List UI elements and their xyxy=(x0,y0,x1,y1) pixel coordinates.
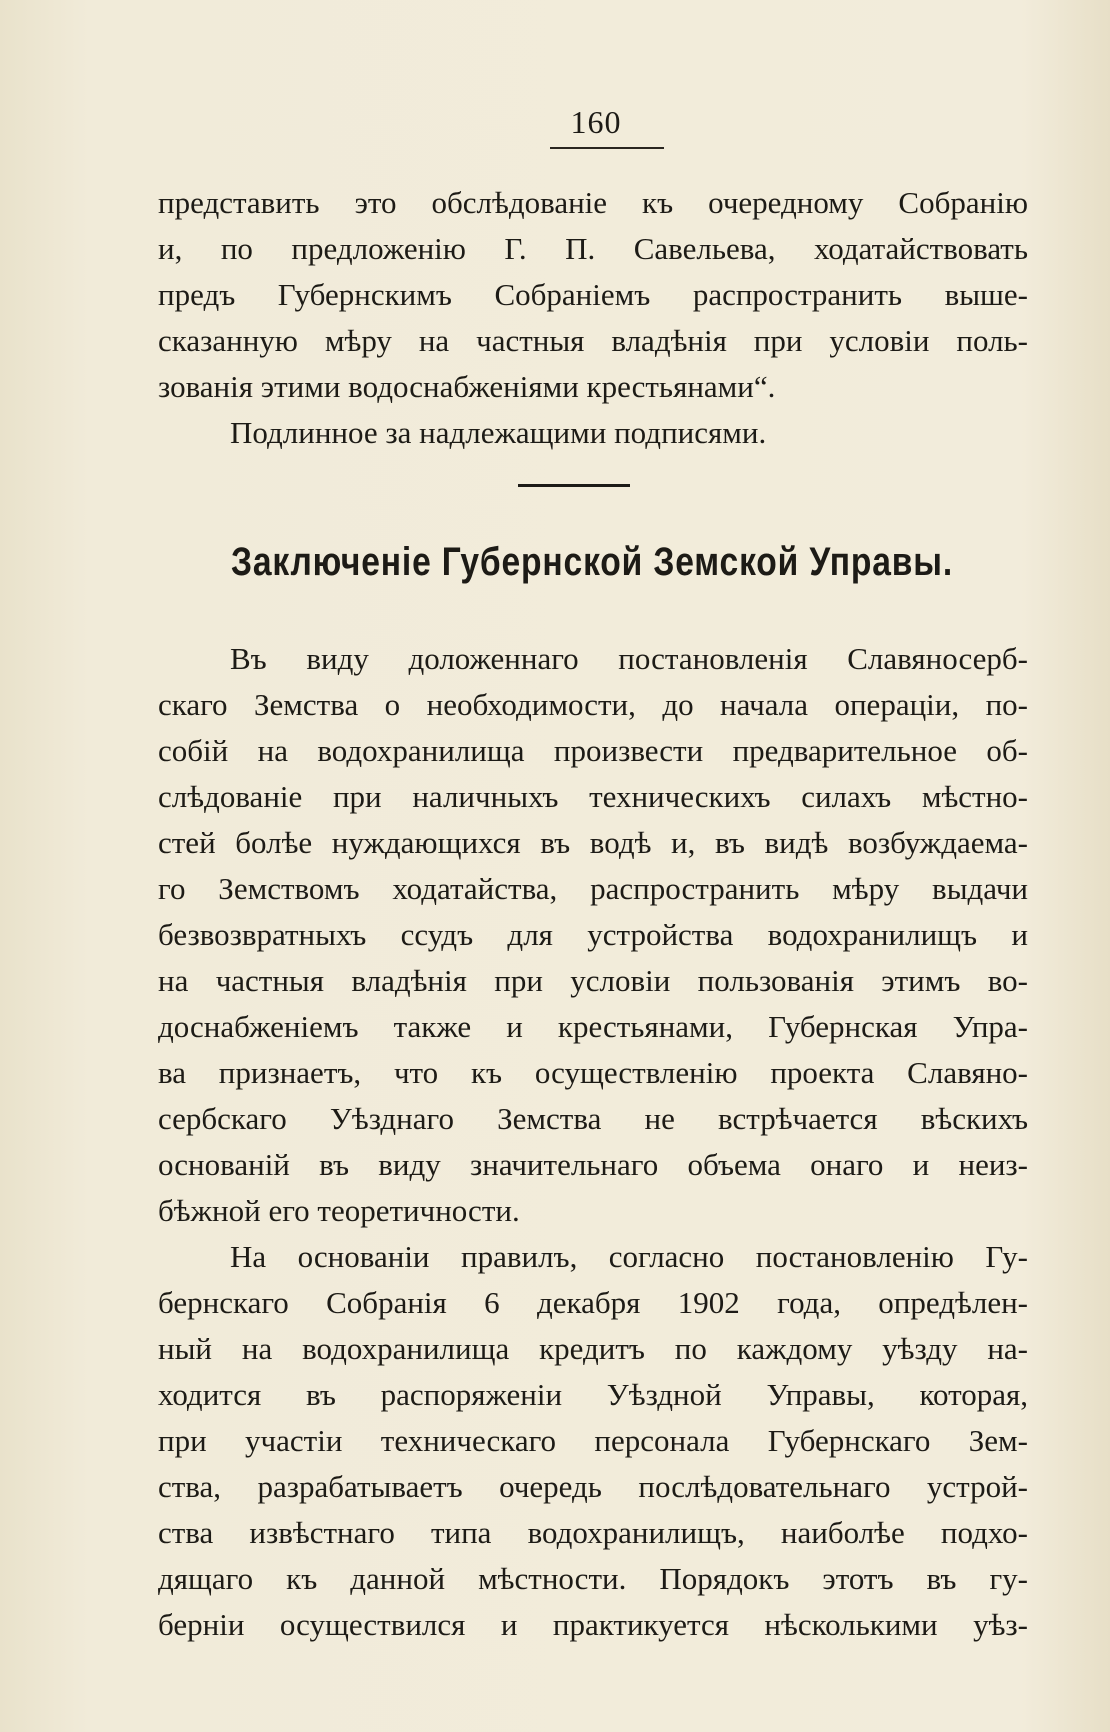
text-line: сербскаго Уѣзднаго Земства не встрѣчается вѣскихъ xyxy=(158,1101,1028,1136)
intro-paragraph xyxy=(158,180,1028,456)
text-line: основаній въ виду значительнаго объема онаго и неиз- xyxy=(158,1147,1028,1182)
text-line: ства, разрабатываетъ очередь послѣдовательнаго устрой- xyxy=(158,1469,1028,1504)
page-number-rule xyxy=(550,147,664,149)
text-line: го Земствомъ ходатайства, распространить мѣру выдачи xyxy=(158,871,1028,906)
text-line: ный на водохранилища кредитъ по каждому уѣзду на- xyxy=(158,1331,1028,1366)
text-line: берніи осуществился и практикуется нѣсколькими уѣз- xyxy=(158,1607,1028,1642)
text-line: бернскаго Собранія 6 декабря 1902 года, опредѣлен- xyxy=(158,1285,1028,1320)
text-line: На основаніи правилъ, согласно постановленію Гу- xyxy=(230,1239,1028,1274)
page-number: 160 xyxy=(570,104,622,140)
text-line: ходится въ распоряженіи Уѣздной Управы, которая, xyxy=(158,1377,1028,1412)
text-line: стей болѣе нуждающихся въ водѣ и, въ видѣ возбуждаема- xyxy=(158,825,1028,860)
text-line: на частныя владѣнія при условіи пользованія этимъ во- xyxy=(158,963,1028,998)
text-line: Въ виду доложеннаго постановленія Славяносерб- xyxy=(230,641,1028,676)
text-line: сказанную мѣру на частныя владѣнія при условіи поль- xyxy=(158,323,1028,358)
text-line: дящаго къ данной мѣстности. Порядокъ этотъ въ гу- xyxy=(158,1561,1028,1596)
text-line: предъ Губернскимъ Собраніемъ распространить выше- xyxy=(158,277,1028,312)
signature-line: Подлинное за надлежащими подписями. xyxy=(230,415,767,450)
text-line: собій на водохранилища произвести предварительное об- xyxy=(158,733,1028,768)
text-line: скаго Земства о необходимости, до начала операціи, по- xyxy=(158,687,1028,722)
section-divider xyxy=(518,484,630,487)
text-line: представить это обслѣдованіе къ очередному Собранію xyxy=(158,185,1028,220)
text-line: при участіи техническаго персонала Губернскаго Зем- xyxy=(158,1423,1028,1458)
paragraph-conclusion xyxy=(158,636,1028,1648)
text-line: ва признаетъ, что къ осуществленію проекта Славяно- xyxy=(158,1055,1028,1090)
text-line: ства извѣстнаго типа водохранилищъ, наиболѣе подхо- xyxy=(158,1515,1028,1550)
text-line: слѣдованіе при наличныхъ техническихъ силахъ мѣстно- xyxy=(158,779,1028,814)
text-line: бѣжной его теоретичности. xyxy=(158,1193,520,1228)
text-line: и, по предложенію Г. П. Савельева, ходатайствовать xyxy=(158,231,1028,266)
text-line: зованія этими водоснабженіями крестьянами“. xyxy=(158,369,776,404)
text-line: доснабженіемъ также и крестьянами, Губернская Упра- xyxy=(158,1009,1028,1044)
text-line: безвозвратныхъ ссудъ для устройства водохранилищъ и xyxy=(158,917,1028,952)
section-heading: Заключеніе Губернской Земской Управы. xyxy=(230,540,954,584)
